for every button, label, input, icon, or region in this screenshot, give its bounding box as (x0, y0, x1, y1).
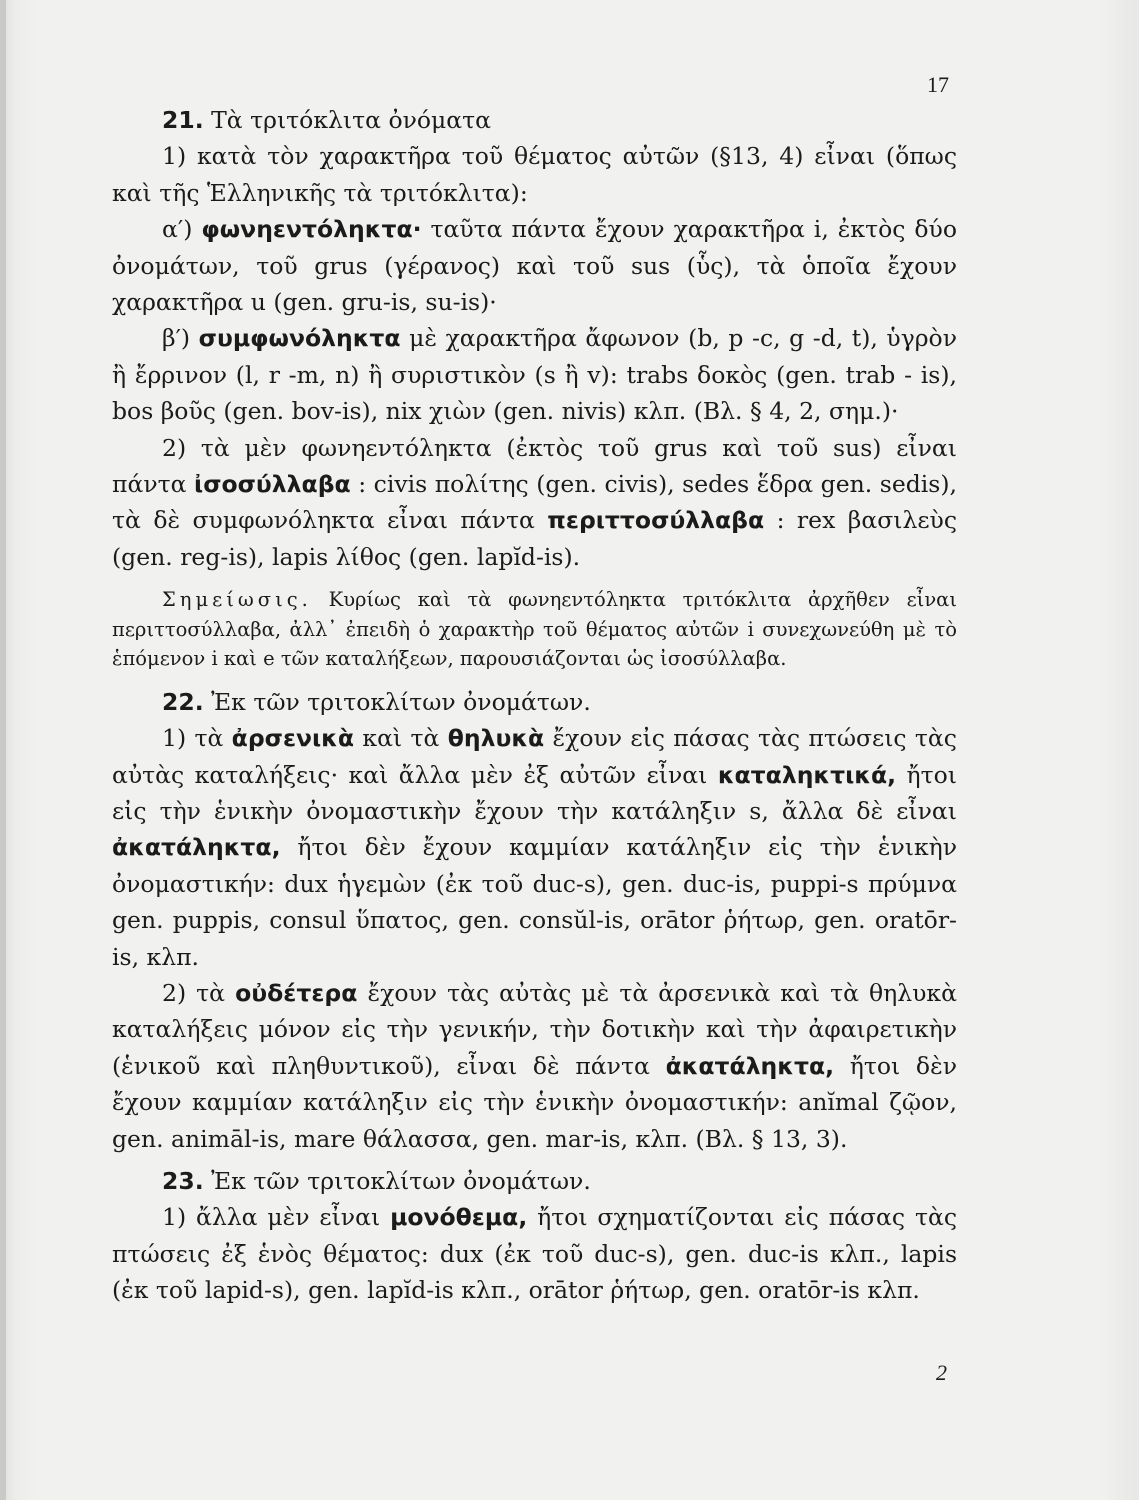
paragraph-text: ταῦτα πάντα ἔχουν χαρακτῆρα i, ἐκτὸς δύο ὀνομάτων, τοῦ grus (γέρανος) καὶ τοῦ sus (ὗς), τὰ ὁποῖα ἔχουν χαρακτῆρα u (gen. gru-is, su-is)· (112, 215, 957, 317)
page-edge-shadow (0, 0, 6, 1500)
note-label: Σημείωσις. (162, 588, 312, 612)
paragraph-text: ἤτοι δὲν ἔχουν καμμίαν κατάληξιν εἰς τὴν ἑνικὴν ὀνομαστικήν: anĭmal ζῷον, gen. animāl-is, mare θάλασσα, gen. mar-is, κλπ. (Βλ. § 13, 3). (112, 1051, 957, 1153)
section-number: 21. (162, 106, 204, 134)
bold-term: καταληκτικά, (717, 760, 897, 789)
section-21-point-a (112, 211, 957, 320)
paragraph-text: ἤτοι σχηματίζονται εἰς πάσας τὰς πτώσεις ἐξ ἑνὸς θέματος: dux (ἐκ τοῦ duc-s), gen. duc-is κλπ., lapis (ἐκ τοῦ lapid-s), gen. lapĭd-is κλπ., orātor ῥήτωρ, gen. oratōr-is κλπ. (112, 1203, 957, 1305)
bold-term: ἰσοσύλλαβα (194, 470, 351, 499)
paragraph-text: καὶ τὰ (362, 724, 440, 753)
paragraph-text: 2) τὰ μὲν φωνηεντόληκτα (ἐκτὸς τοῦ grus καὶ τοῦ sus) εἶναι πάντα (112, 433, 957, 499)
bold-term: θηλυκὰ (447, 724, 545, 753)
paragraph-text: ἤτοι δὲν ἔχουν καμμίαν κατάληξιν εἰς τὴν ἑνικὴν ὀνομαστικήν: dux ἡγεμὼν (ἐκ τοῦ duc-s), gen. duc-is, puppi-s πρύμνα gen. puppis, consul ὕπατος, gen. consŭl-is, orātor ῥήτωρ, gen. oratōr-is, κλπ. (112, 833, 957, 971)
paragraph-text: : rex βασιλεὺς (gen. reg-is), lapis λίθος (gen. lapĭd-is). (112, 506, 957, 571)
paragraph-text: : civis πολίτης (gen. civis), sedes ἕδρα gen. sedis), τὰ δὲ συμφωνόληκτα εἶναι πάντα (112, 470, 957, 535)
section-title: Ἐκ τῶν τριτοκλίτων ὀνομάτων. (211, 687, 591, 716)
section-number: 23. (162, 1167, 204, 1196)
paragraph-text: ἤτοι εἰς τὴν ἑνικὴν ὀνομαστικὴν ἔχουν τὴν κατάληξιν s, ἄλλα δὲ εἶναι (112, 760, 957, 825)
paragraph-text: μὲ χαρακτῆρα ἄφωνον (b, p -c, g -d, t), ὑγρὸν ἢ ἔρρινον (l, r -m, n) ἢ συριστικὸν (s ἢ v): trabs δοκὸς (gen. trab - is), bos βοῦς (gen. bov-is), nix χιὼν (gen. nivis) κλπ. (Βλ. § 4, 2, σημ.)· (112, 324, 957, 426)
bold-term: συμφωνόληκτα (198, 324, 401, 353)
bold-term: οὐδέτερα (235, 979, 358, 1008)
paragraph-text: 1) τὰ (162, 724, 224, 753)
page-body (112, 102, 957, 1309)
section-23-point-1 (112, 1199, 957, 1308)
paragraph-text: ἔχουν εἰς πάσας τὰς πτώσεις τὰς αὐτὰς καταλήξεις· καὶ ἄλλα μὲν ἐξ αὐτῶν εἶναι (112, 724, 957, 789)
paragraph-text: 2) τὰ (162, 979, 226, 1008)
page-number: 17 (927, 72, 949, 97)
paragraph-text: 1) ἄλλα μὲν εἶναι (162, 1203, 381, 1232)
note-text: Κυρίως καὶ τὰ φωνηεντόληκτα τριτόκλιτα ἀρχῆθεν εἶναι περιττοσύλλαβα, ἀλλ᾽ ἐπειδὴ ὁ χαρακτὴρ τοῦ θέματος αὐτῶν i συνεχωνεύθη μὲ τὸ ἑπόμενον i καὶ e τῶν καταλήξεων, παρουσιάζονται ὡς ἰσοσύλλαβα. (112, 588, 957, 671)
printer-signature-mark: 2 (936, 1360, 947, 1385)
paragraph-text: ἔχουν τὰς αὐτὰς μὲ τὰ ἀρσενικὰ καὶ τὰ θηλυκὰ καταλήξεις μόνον εἰς τὴν γενικήν, τὴν δοτικὴν καὶ τὴν ἀφαιρετικὴν (ἑνικοῦ καὶ πληθυντικοῦ), εἶναι δὲ πάντα (112, 979, 957, 1080)
bold-term: περιττοσύλλαβα (547, 506, 765, 535)
section-22-point-2 (112, 975, 957, 1157)
section-21-point-2 (112, 430, 957, 576)
bold-term: ἀρσενικὰ (231, 724, 355, 753)
section-21-point-1 (112, 138, 957, 211)
bold-term: φωνηεντόληκτα· (201, 215, 422, 244)
list-marker: β′) (162, 324, 191, 353)
list-marker: α′) (162, 215, 193, 244)
section-22-point-1 (112, 720, 957, 975)
section-title: Τὰ τριτόκλιτα ὀνόματα (211, 106, 492, 134)
section-22-heading (112, 684, 957, 720)
section-23-heading (112, 1163, 957, 1199)
section-21-point-b (112, 320, 957, 429)
section-title: Ἐκ τῶν τριτοκλίτων ὀνομάτων. (211, 1167, 591, 1196)
bold-term: ἀκατάληκτα, (112, 833, 281, 862)
bold-term: ἀκατάληκτα, (665, 1051, 835, 1080)
paragraph-text: 1) κατὰ τὸν χαρακτῆρα τοῦ θέματος αὐτῶν (§13, 4) εἶναι (ὅπως καὶ τῆς Ἑλληνικῆς τὰ τριτόκλιτα): (112, 142, 957, 207)
note-paragraph (112, 585, 957, 674)
bold-term: μονόθεμα, (390, 1203, 528, 1232)
section-number: 22. (162, 687, 204, 716)
section-21-heading (112, 102, 957, 138)
